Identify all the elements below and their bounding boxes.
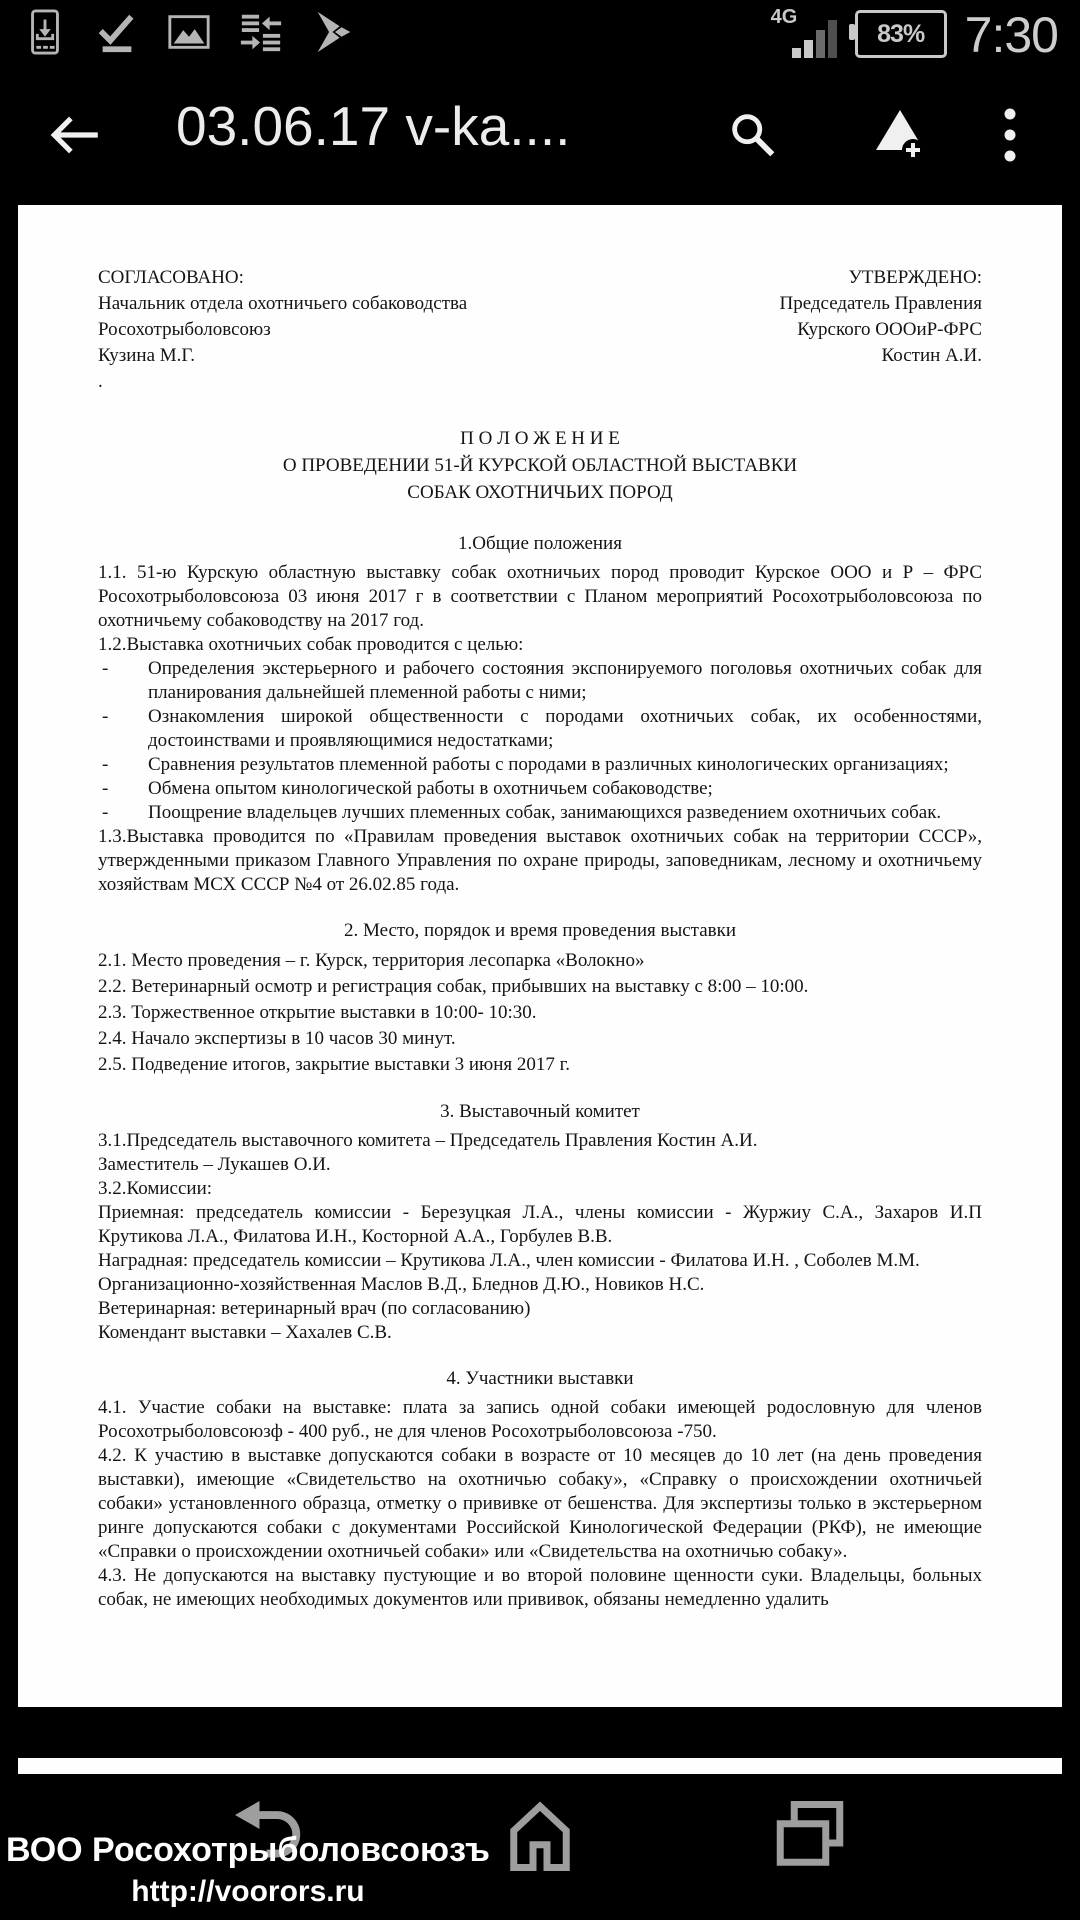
document-title: 03.06.17 v-ka....	[176, 95, 571, 157]
data-transfer-icon	[238, 9, 284, 55]
signal-strength-icon	[771, 6, 837, 62]
section-2-heading: 2. Место, порядок и время проведения выставки	[343, 920, 737, 941]
battery-icon	[855, 10, 947, 58]
search-icon[interactable]	[726, 108, 780, 162]
paragraph-4-1: 4.1. Участие собаки на выставке: плата за запись одной собаки имеющей родословную для членов Росохотрыболовсоюзф - 400 руб., не для членов Росохотрыболовсоюза -750.	[98, 1397, 982, 1442]
paragraph-4-2: 4.2. К участию в выставке допускаются собаки в возрасте от 10 месяцев до 10 лет (на день проведения выставки), имеющие «Свидетельство на охотничью собаку», «Справку о происхождении охотничьей собаки» установленного образца, отметку о прививке от бешенства. Для экспертизы только в экстерьерном ринге допускаются собаки с документами Российской Кинологической Федерации (РКФ), не имеющие «Справки о происхождении охотничьей собаки» или «Свидетельства на охотничью собаку».	[98, 1445, 982, 1562]
play-store-icon	[310, 9, 356, 55]
list-item: - Поощрение владельцев лучших племенных собак, занимающихся разведением охотничьих собак.	[102, 802, 942, 823]
document-page[interactable]	[18, 205, 1062, 1707]
status-bar-clock: 7:30	[964, 7, 1058, 63]
section-4-heading: 4. Участники выставки	[446, 1368, 634, 1389]
section-3-body: 3.1.Председатель выставочного комитета – Председатель Правления Костин А.И. Заместитель – Лукашев О.И. 3.2.Комиссии: Приемная: председатель комиссии - Березуцкая Л.А., члены комиссии - Журжиу С.А., Захаров И.П Крутикова Л.А., Филатова И.Н., Косторной А.А., Горбулев В.В. Наградная: председатель комиссии – Крутикова Л.А., член комиссии - Филатова И.Н. , Соболев М.М. Организационно-хозяйственная Маслов В.Д., Бледнов Д.Ю., Новиков Н.С. Ветеринарная: ветеринарный врач (по согласованию) Комендант выставки – Хахалев С.В.	[98, 1130, 982, 1343]
download-to-phone-icon	[22, 9, 68, 55]
section-3-heading: 3. Выставочный комитет	[440, 1101, 640, 1122]
nav-recents-button[interactable]	[762, 1788, 858, 1884]
list-item: - Ознакомления широкой общественности с породами охотничьих собак, их особенностями, достоинствами и проявляющимися недостатками;	[102, 706, 982, 751]
approved-block: УТВЕРЖДЕНО: Председатель Правления Курского ОООиР-ФРС Костин А.И.	[779, 267, 982, 366]
paragraph-4-3: 4.3. Не допускаются на выставку пустующие и во второй половине щенности суки. Владельцы, больных собак, не имеющих необходимых документов или прививок, обязаны немедленно удалить	[98, 1565, 982, 1610]
app-toolbar	[0, 70, 1080, 200]
notification-icons	[22, 9, 356, 55]
back-arrow-icon[interactable]	[46, 106, 104, 164]
paragraph-1-3: 1.3.Выставка проводится по «Правилам проведения выставок охотничьих собак на территории СССР», утвержденными приказом Главного Управления по охране природы, заповедникам, лесному и охотничьему хозяйствам МСХ СССР №4 от 26.02.85 года.	[98, 826, 982, 895]
add-to-drive-icon[interactable]	[872, 106, 928, 162]
section-1-heading: 1.Общие положения	[458, 533, 622, 554]
document-main-title: П О Л О Ж Е Н И Е О ПРОВЕДЕНИИ 51-Й КУРСКОЙ ОБЛАСТНОЙ ВЫСТАВКИ СОБАК ОХОТНИЧЬИХ ПОРОД	[282, 428, 798, 503]
status-indicators	[771, 6, 1058, 62]
watermark-org-name: ВОО Росохотрыболовсоюзъ	[6, 1831, 490, 1869]
overflow-menu-icon[interactable]	[998, 106, 1022, 164]
list-item: - Сравнения результатов племенной работы с породами в различных кинологических организациях;	[102, 754, 949, 775]
approval-header	[98, 265, 982, 395]
nav-home-button[interactable]	[492, 1788, 588, 1884]
download-done-icon	[94, 9, 140, 55]
list-item: - Обмена опытом кинологической работы в охотничьем собаководстве;	[102, 778, 713, 799]
paragraph-1-1: 1.1. 51-ю Курскую областную выставку собак охотничьих пород проводит Курское ООО и Р – ФРС Росохотрыболовсоюза 03 июня 2017 г в соответствии с Планом мероприятий Росохотрыболовсоюза по охотничьему собаководству на 2017 год.	[98, 562, 982, 631]
section-2-body: 2.1. Место проведения – г. Курск, территория лесопарка «Волокно» 2.2. Ветеринарный осмотр и регистрация собак, прибывших на выставку с 8:00 – 10:00. 2.3. Торжественное открытие выставки в 10:00- 10:30. 2.4. Начало экспертизы в 10 часов 30 минут. 2.5. Подведение итогов, закрытие выставки 3 июня 2017 г.	[98, 950, 809, 1075]
status-bar	[0, 0, 1080, 70]
paragraph-1-2: 1.2.Выставка охотничьих собак проводится с целью:	[98, 634, 524, 655]
battery-percentage: 83%	[877, 19, 925, 48]
watermark-url: http://voorors.ru	[131, 1875, 365, 1908]
agreed-block: СОГЛАСОВАНО: Начальник отдела охотничьего собаководства Росохотрыболовсоюз Кузина М.Г. .	[98, 267, 468, 392]
list-item: - Определения экстерьерного и рабочего состояния экспонируемого поголовья охотничьих собак для планирования дальнейшей племенной работы с ними;	[102, 658, 982, 703]
image-icon	[166, 9, 212, 55]
site-watermark	[6, 1828, 490, 1912]
next-page-sliver	[18, 1758, 1062, 1774]
network-type-label: 4G	[770, 6, 798, 28]
